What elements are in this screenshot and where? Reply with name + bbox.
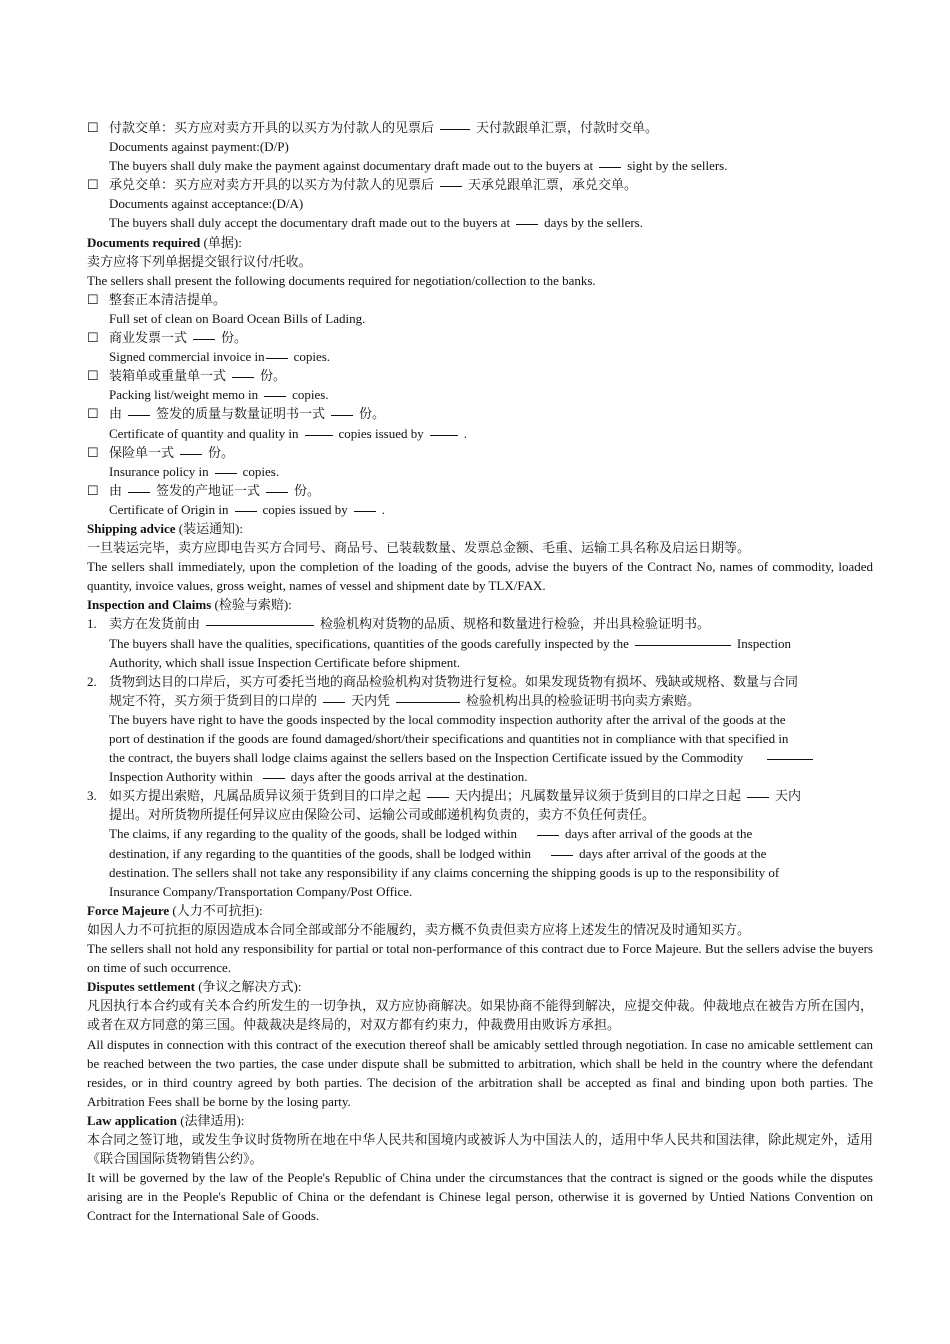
packing-en-a: Packing list/weight memo in: [109, 387, 259, 403]
inspection-heading-cn: (检验与索赔):: [214, 597, 292, 613]
i3-en-l1a: The claims, if any regarding to the quality of the goods, shall be lodged within: [109, 826, 517, 842]
da-days-blank[interactable]: [440, 185, 462, 187]
invoice-option-cn: [87, 328, 873, 347]
disputes-heading-cn: (争议之解决方式):: [198, 979, 302, 995]
packing-en-text: [87, 385, 873, 404]
packing-cn-a: 装箱单或重量单一式: [109, 368, 227, 384]
item-number-1: 1.: [87, 616, 97, 632]
insurance-en-a: Insurance policy in: [109, 463, 209, 479]
certificate-cn-c: 份。: [359, 406, 386, 422]
invoice-en-a: Signed commercial invoice in: [109, 349, 265, 365]
insurance-copies-blank[interactable]: [180, 453, 202, 455]
insurance-checkbox[interactable]: ☐: [87, 444, 99, 460]
packing-cn-b: 份。: [260, 368, 287, 384]
shipping-heading-cn: (装运通知):: [178, 520, 244, 536]
certificate-en-c: .: [463, 425, 467, 441]
dp-days-blank[interactable]: [440, 128, 470, 130]
insurance-copies-blank-en[interactable]: [215, 472, 237, 474]
dp-en-text-a: The buyers shall duly make the payment against documentary draft made out to the buyers at: [109, 158, 594, 174]
certificate-en-b: copies issued by: [338, 425, 424, 441]
dp-cn-text-b: 天付款跟单汇票，付款时交单。: [476, 120, 659, 135]
i3-cn-l1c: 天内: [775, 788, 802, 804]
inspection-item-3-en-2: [87, 844, 873, 863]
inspection-item-2-cn: [87, 672, 873, 691]
origin-en-c: .: [381, 501, 385, 517]
bl-checkbox[interactable]: ☐: [87, 291, 99, 307]
documents-heading: [87, 233, 873, 252]
i2-cn-l2b: 天内凭: [351, 692, 391, 708]
da-en-title: Documents against acceptance:(D/A): [109, 196, 304, 212]
certificate-issuer-blank-en[interactable]: [430, 434, 458, 436]
packing-en-b: copies.: [292, 387, 329, 403]
i3-cn-l2: 提出。对所货物所提任何异议应由保险公司、运输公司或邮递机构负责的，卖方不负任何责任。: [109, 807, 656, 823]
force-heading-en: Force Majeure: [87, 902, 170, 918]
packing-checkbox[interactable]: ☐: [87, 368, 99, 384]
i1-en-c: Authority, which shall issue Inspection Certificate before shipment.: [109, 654, 461, 670]
certificate-en-text: [87, 424, 873, 443]
law-heading: [87, 1111, 873, 1130]
bl-cn-text: 整套正本清洁提单。: [109, 291, 227, 307]
inspection-item-1-en: [87, 634, 873, 653]
i1-authority-blank[interactable]: [206, 624, 314, 626]
origin-issuer-blank[interactable]: [128, 491, 150, 493]
da-en-text-b: days by the sellers.: [544, 215, 643, 231]
insurance-cn-b: 份。: [208, 444, 235, 460]
certificate-issuer-blank[interactable]: [128, 414, 150, 416]
insurance-en-b: copies.: [242, 463, 280, 479]
inspection-item-3-cn: [87, 786, 873, 805]
origin-cn-c: 份。: [294, 482, 321, 498]
i2-en-l4a: Inspection Authority within: [109, 769, 253, 785]
dp-checkbox[interactable]: ☐: [87, 120, 99, 135]
dp-en-title: Documents against payment:(D/P): [109, 139, 289, 155]
origin-en-a: Certificate of Origin in: [109, 501, 229, 517]
i2-en-l1: The buyers have right to have the goods inspected by the local commodity inspection authority after the arrival of the goods at the: [109, 711, 786, 727]
law-cn: 本合同之签订地，或发生争议时货物所在地在中华人民共和国境内或被诉人为中国法人的，适用中华人民共和国法律，除此规定外，适用《联合国国际货物销售公约》。: [87, 1131, 873, 1167]
inspection-item-2-cn-2: [87, 691, 873, 710]
i2-commodity-blank[interactable]: [767, 758, 813, 760]
origin-issuer-blank-en[interactable]: [354, 510, 376, 512]
i3-quantity-days-blank[interactable]: [747, 796, 769, 798]
dp-cn-text-a: 付款交单：买方应对卖方开具的以买方为付款人的见票后: [109, 120, 435, 135]
da-checkbox[interactable]: ☐: [87, 177, 99, 193]
shipping-en: The sellers shall immediately, upon the completion of the loading of the goods, advise the buyers of the Contract No, names of commodity, loaded quantity, invoice values, gross weight, names of vessel and shipment date by TLX/FAX.: [87, 559, 873, 594]
i2-days-blank-en[interactable]: [263, 777, 285, 779]
inspection-heading: [87, 595, 873, 614]
i1-en-a: The buyers shall have the qualities, specifications, quantities of the goods carefully inspected by the: [109, 635, 629, 651]
law-en: It will be governed by the law of the People's Republic of China under the circumstances that the contract is signed or the goods while the disputes arising are in the People's Republic of China or the defendant is Chinese legal person, otherwise it is governed by Untied Nations Convention on Contract for the International Sale of Goods.: [87, 1170, 873, 1224]
origin-cn-a: 由: [109, 482, 123, 498]
force-en: The sellers shall not hold any responsibility for partial or total non-performance of this contract due to Force Majeure. But the sellers advise the buyers on time of such occurrence.: [87, 941, 873, 976]
i3-en-l3: destination. The sellers shall not take any responsibility if any claims concerning the shipping goods is up to the responsibility of: [109, 864, 780, 880]
bl-option-cn: [87, 290, 873, 309]
i3-quality-days-blank-en[interactable]: [537, 834, 559, 836]
origin-option-cn: [87, 481, 873, 500]
origin-copies-blank[interactable]: [266, 491, 288, 493]
certificate-cn-a: 由: [109, 406, 123, 422]
certificate-en-a: Certificate of quantity and quality in: [109, 425, 299, 441]
law-heading-cn: (法律适用):: [180, 1112, 245, 1128]
i3-cn-l1b: 天内提出；凡属数量异议须于货到目的口岸之日起: [455, 788, 742, 804]
origin-checkbox[interactable]: ☐: [87, 482, 99, 498]
invoice-cn-b: 份。: [221, 330, 248, 346]
item-number-3: 3.: [87, 788, 97, 804]
disputes-heading-en: Disputes settlement: [87, 979, 195, 995]
disputes-heading: [87, 977, 873, 996]
invoice-en-text: [87, 347, 873, 366]
i2-days-blank[interactable]: [323, 701, 345, 703]
i3-en-l2a: destination, if any regarding to the quantities of the goods, shall be lodged within: [109, 845, 532, 861]
item-number-2: 2.: [87, 673, 97, 689]
inspection-item-2-en-3: [87, 748, 873, 767]
certificate-checkbox[interactable]: ☐: [87, 406, 99, 422]
dp-en-text-b: sight by the sellers.: [627, 158, 728, 174]
i2-cn-l2c: 检验机构出具的检验证明书向卖方索赔。: [466, 692, 701, 708]
da-days-blank-en[interactable]: [516, 223, 538, 225]
i3-quality-days-blank[interactable]: [427, 796, 449, 798]
force-cn: 如因人力不可抗拒的原因造成本合同全部或部分不能履约，卖方概不负责但卖方应将上述发生的情况及时通知买方。: [87, 921, 751, 937]
da-option-cn: [87, 175, 873, 194]
documents-intro-cn: 卖方应将下列单据提交银行议付/托收。: [87, 253, 312, 269]
invoice-copies-blank-en[interactable]: [266, 357, 288, 359]
i2-cn-l2a: 规定不符，买方须于货到目的口岸的: [109, 692, 318, 708]
i3-en-l4: Insurance Company/Transportation Company/Post Office.: [109, 883, 413, 899]
i3-cn-l1a: 如买方提出索赔，凡属品质异议须于货到目的口岸之起: [109, 788, 422, 804]
certificate-copies-blank[interactable]: [331, 414, 353, 416]
inspection-item-3-en-1: [87, 824, 873, 843]
dp-sight-blank[interactable]: [599, 166, 621, 168]
i2-authority-blank[interactable]: [396, 701, 460, 703]
i1-authority-blank-en[interactable]: [635, 644, 731, 646]
i2-cn-l1: 货物到达目的口岸后，买方可委托当地的商品检验机构对货物进行复检。如果发现货物有损坏、残缺或规格、数量与合同: [109, 673, 799, 689]
origin-cn-b: 签发的产地证一式: [156, 482, 261, 498]
origin-en-b: copies issued by: [262, 501, 348, 517]
da-en-text-a: The buyers shall duly accept the documentary draft made out to the buyers at: [109, 215, 511, 231]
dp-en-text: [87, 156, 873, 175]
i3-en-l1b: days after arrival of the goods at the: [564, 826, 753, 842]
i1-en-b: Inspection: [736, 635, 792, 651]
invoice-copies-blank[interactable]: [193, 338, 215, 340]
disputes-cn: 凡因执行本合约或有关本合约所发生的一切争执，双方应协商解决。如果协商不能得到解决，应提交仲裁。仲裁地点在被告方所在国内，或者在双方同意的第三国。仲裁裁决是终局的，对双方都有约束力，仲裁费用由败诉方承担。: [87, 998, 873, 1033]
i2-en-l4b: days after the goods arrival at the destination.: [290, 769, 528, 785]
inspection-item-2-en-4: [87, 767, 873, 786]
contract-page: [87, 118, 873, 1225]
origin-copies-blank-en[interactable]: [235, 510, 257, 512]
inspection-item-1-cn: [87, 614, 873, 633]
law-heading-en: Law application: [87, 1112, 177, 1128]
documents-heading-en: Documents required: [87, 234, 201, 250]
dp-option-cn: [87, 118, 873, 137]
i3-quantity-days-blank-en[interactable]: [551, 854, 573, 856]
da-cn-text-b: 天承兑跟单汇票，承兑交单。: [468, 177, 638, 193]
invoice-checkbox[interactable]: ☐: [87, 330, 99, 346]
shipping-heading: [87, 519, 873, 538]
packing-copies-blank[interactable]: [232, 376, 254, 378]
certificate-option-cn: [87, 404, 873, 423]
insurance-cn-a: 保险单一式: [109, 444, 175, 460]
force-heading-cn: (人力不可抗拒):: [172, 902, 263, 918]
documents-heading-cn: (单据):: [203, 234, 242, 250]
certificate-cn-b: 签发的质量与数量证明书一式: [156, 406, 326, 422]
packing-copies-blank-en[interactable]: [264, 395, 286, 397]
i2-en-l2: port of destination if the goods are found damaged/short/their specifications and quantities not in compliance with that specified in: [109, 731, 789, 746]
insurance-en-text: [87, 462, 873, 481]
da-cn-text-a: 承兑交单：买方应对卖方开具的以买方为付款人的见票后: [109, 177, 435, 193]
i3-en-l2b: days after arrival of the goods at the: [579, 845, 767, 861]
i1-cn-a: 卖方在发货前由: [109, 616, 201, 632]
disputes-en: All disputes in connection with this contract of the execution thereof shall be amicably settled through negotiation. In case no amicable settlement can be reached between the two parties, the case under dispute shall be submitted to arbitration, which shall be held in the country where the defendant resides, or in third country agreed by both parties. The decision of the arbitration shall be accepted as final and binding upon both parties. The Arbitration Fees shall be borne by the losing party.: [87, 1036, 873, 1109]
invoice-en-b: copies.: [293, 349, 331, 365]
force-heading: [87, 901, 873, 920]
insurance-option-cn: [87, 443, 873, 462]
i1-cn-b: 检验机构对货物的品质、规格和数量进行检验，并出具检验证明书。: [320, 616, 711, 632]
bl-en-text: Full set of clean on Board Ocean Bills of Lading.: [109, 310, 366, 326]
invoice-cn-a: 商业发票一式: [109, 330, 188, 346]
da-en-text: [87, 213, 873, 232]
packing-option-cn: [87, 366, 873, 385]
shipping-cn: 一旦装运完毕，卖方应即电告买方合同号、商品号、已装载数量、发票总金额、毛重、运输工具名称及启运日期等。: [87, 540, 751, 556]
origin-en-text: [87, 500, 873, 519]
inspection-heading-en: Inspection and Claims: [87, 597, 212, 613]
i2-en-l3: the contract, the buyers shall lodge claims against the sellers based on the Inspection Certificate issued by the Commodity: [109, 750, 744, 766]
documents-intro-en: The sellers shall present the following documents required for negotiation/collection to the banks.: [87, 272, 596, 288]
shipping-heading-en: Shipping advice: [87, 520, 176, 536]
certificate-copies-blank-en[interactable]: [305, 434, 333, 436]
